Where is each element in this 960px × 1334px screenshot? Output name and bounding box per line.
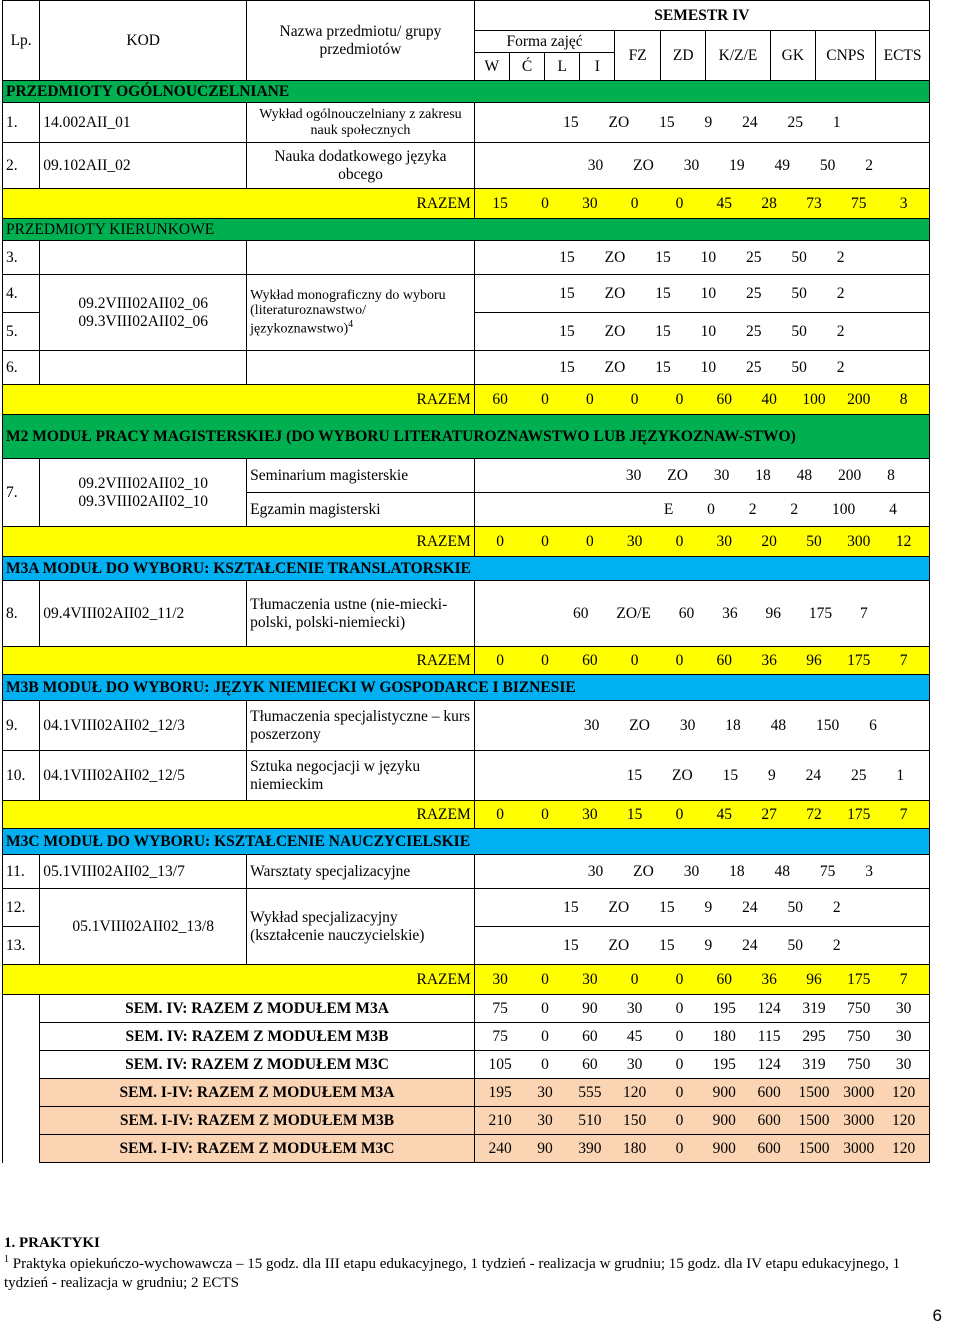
razem-value: 100 <box>802 390 826 408</box>
razem-value: 30 <box>716 532 733 550</box>
totals-label: SEM. IV: RAZEM Z MODUŁEM M3B <box>40 1023 475 1051</box>
totals-label: SEM. I-IV: RAZEM Z MODUŁEM M3A <box>40 1079 475 1107</box>
totals-value: 30 <box>626 999 643 1017</box>
razem-value: 7 <box>899 651 908 669</box>
row-kod: 09.102AII_02 <box>40 143 247 189</box>
razem-value: 36 <box>761 970 777 988</box>
razem-value: 0 <box>630 970 639 988</box>
row-lp: 9. <box>3 701 40 751</box>
footer-praktyki: 1. PRAKTYKI <box>4 1235 100 1251</box>
razem-value: 60 <box>716 390 733 408</box>
section-m3b: M3B MODUŁ DO WYBORU: JĘZYK NIEMIECKI W GOSPODARCE I BIZNESIE <box>3 675 930 701</box>
razem-value: 0 <box>675 805 684 823</box>
razem-value: 96 <box>806 970 822 988</box>
totals-value: 30 <box>895 999 912 1017</box>
row-name: Wykład monograficzny do wyboru (literaturoznawstwo/ językoznawstwo)$^4$ <box>247 275 475 351</box>
totals-section <box>3 995 930 1163</box>
razem-value: 15 <box>492 194 508 212</box>
row-lp: 13. <box>3 927 40 965</box>
row-name: Egzamin magisterski <box>247 493 475 527</box>
row-lp: 5. <box>3 313 40 351</box>
totals-value: 120 <box>891 1111 916 1129</box>
totals-value: 30 <box>626 1055 643 1073</box>
totals-label: SEM. I-IV: RAZEM Z MODUŁEM M3C <box>40 1135 475 1163</box>
totals-value: 150 <box>623 1111 647 1129</box>
row-name: Tłumaczenia specjalistyczne – kurs poszerzony <box>247 701 475 751</box>
razem-value: 30 <box>492 970 508 988</box>
razem-label: RAZEM <box>3 647 475 675</box>
razem-value: 175 <box>847 805 871 823</box>
totals-value: 210 <box>488 1111 512 1129</box>
razem-value: 0 <box>630 194 639 212</box>
totals-value: 180 <box>712 1027 736 1045</box>
razem-value: 0 <box>496 532 505 550</box>
razem-value: 0 <box>675 390 684 408</box>
row-lp: 8. <box>3 581 40 647</box>
row-kod: 09.4VIII02AII02_11/2 <box>40 581 247 647</box>
razem-value: 30 <box>626 532 643 550</box>
row-name: Sztuka negocjacji w języku niemieckim <box>247 751 475 801</box>
row-values: 60 ZO/E 60 36 96 175 7 <box>474 581 929 647</box>
row-values: 15 ZO 15 9 24 25 1 <box>474 751 929 801</box>
totals-value: 30 <box>895 1027 912 1045</box>
header-l: L <box>545 53 580 81</box>
totals-value: 900 <box>712 1139 736 1157</box>
razem-ogolne-values <box>474 189 929 219</box>
razem-value: 7 <box>899 805 908 823</box>
totals-value: 0 <box>675 1027 684 1045</box>
row-values: 15 ZO 15 9 24 25 1 <box>474 103 929 143</box>
header-kze: K/Z/E <box>706 31 770 81</box>
razem-value: 3 <box>899 194 908 212</box>
row-values: 15 ZO 15 10 25 50 2 <box>474 241 929 275</box>
totals-value: 75 <box>492 1027 508 1045</box>
razem-value: 0 <box>675 532 684 550</box>
row-values: 30 ZO 30 19 49 50 2 <box>474 143 929 189</box>
totals-value: 115 <box>757 1027 781 1045</box>
razem-value: 60 <box>492 390 508 408</box>
totals-value: 60 <box>582 1027 598 1045</box>
totals-value: 3000 <box>843 1111 875 1129</box>
row-name: Nauka dodatkowego języka obcego <box>247 143 475 189</box>
totals-values <box>474 1051 929 1079</box>
razem-value: 27 <box>761 805 777 823</box>
header-c: Ć <box>509 53 544 81</box>
totals-row <box>3 1079 930 1107</box>
totals-value: 900 <box>712 1111 736 1129</box>
razem-value: 0 <box>541 194 549 212</box>
razem-value: 0 <box>585 532 594 550</box>
razem-value: 15 <box>626 805 643 823</box>
totals-value: 600 <box>757 1111 781 1129</box>
row-lp: 3. <box>3 241 40 275</box>
row-lp: 10. <box>3 751 40 801</box>
razem-value: 45 <box>716 805 733 823</box>
section-ogolnouczelniane: PRZEDMIOTY OGÓLNOUCZELNIANE <box>3 81 930 103</box>
totals-values <box>474 1135 929 1163</box>
razem-value: 0 <box>541 532 549 550</box>
totals-value: 75 <box>492 999 508 1017</box>
totals-row <box>3 1023 930 1051</box>
section-m2: M2 MODUŁ PRACY MAGISTERSKIEJ (DO WYBORU LITERATUROZNAWSTWO LUB JĘZYKOZNAW-STWO) <box>3 415 930 459</box>
header-forma: Forma zajęć <box>474 31 615 53</box>
totals-label: SEM. IV: RAZEM Z MODUŁEM M3C <box>40 1051 475 1079</box>
row-values: 15 ZO 15 9 24 50 2 <box>474 889 929 927</box>
totals-value: 195 <box>488 1083 512 1101</box>
totals-value: 0 <box>541 1027 549 1045</box>
totals-value: 319 <box>802 1055 826 1073</box>
row-values: 15 ZO 15 9 24 50 2 <box>474 927 929 965</box>
totals-value: 3000 <box>843 1139 875 1157</box>
razem-value: 50 <box>806 532 822 550</box>
razem-value: 36 <box>761 651 777 669</box>
razem-kierunkowe-values <box>474 385 929 415</box>
totals-row <box>3 995 930 1023</box>
row-values: 30 ZO 30 18 48 150 6 <box>474 701 929 751</box>
razem-value: 7 <box>899 970 908 988</box>
totals-value: 1500 <box>798 1083 830 1101</box>
totals-value: 120 <box>891 1139 916 1157</box>
header-ects: ECTS <box>876 31 930 81</box>
header-semester: SEMESTR IV <box>474 1 929 31</box>
totals-row <box>3 1051 930 1079</box>
razem-value: 0 <box>630 390 639 408</box>
totals-value: 1500 <box>798 1139 830 1157</box>
totals-label: SEM. I-IV: RAZEM Z MODUŁEM M3B <box>40 1107 475 1135</box>
totals-value: 0 <box>675 1083 684 1101</box>
totals-value: 0 <box>675 1111 684 1129</box>
totals-value: 90 <box>582 999 598 1017</box>
razem-value: 175 <box>847 970 871 988</box>
totals-value: 90 <box>537 1139 553 1157</box>
row-name: Wykład ogólnouczelniany z zakresu nauk społecznych <box>247 103 475 143</box>
row-kod: 05.1VIII02AII02_13/8 <box>40 889 247 965</box>
row-values: 15 ZO 15 10 25 50 2 <box>474 351 929 385</box>
totals-value: 45 <box>626 1027 643 1045</box>
razem-value: 0 <box>675 651 684 669</box>
footer-note: $^1$ Praktyka opiekuńczo-wychowawcza – 15 godz. dla III etapu edukacyjnego, 1 tydzień - realizacja w grudniu; 15 godz. dla IV etapu edukacyjnego, 1 tydzień - realizacja w grudniu; 2 ECTS <box>4 1254 901 1291</box>
row-name: Tłumaczenia ustne (nie-miecki-polski, polski-niemiecki) <box>247 581 475 647</box>
totals-value: 319 <box>802 999 826 1017</box>
totals-value: 0 <box>541 1055 549 1073</box>
row-kod: 04.1VIII02AII02_12/3 <box>40 701 247 751</box>
razem-label: RAZEM <box>3 801 475 829</box>
razem-value: 0 <box>585 390 594 408</box>
totals-value: 750 <box>847 999 871 1017</box>
row-kod: 14.002AII_01 <box>40 103 247 143</box>
totals-value: 3000 <box>843 1083 875 1101</box>
row-lp: 1. <box>3 103 40 143</box>
totals-values <box>474 995 929 1023</box>
totals-value: 750 <box>847 1027 871 1045</box>
razem-m3c-values <box>474 965 929 995</box>
totals-value: 240 <box>488 1139 512 1157</box>
razem-value: 28 <box>761 194 777 212</box>
row-name: Warsztaty specjalizacyjne <box>247 855 475 889</box>
totals-row <box>3 1135 930 1163</box>
razem-label: RAZEM <box>3 527 475 557</box>
razem-value: 0 <box>541 390 549 408</box>
row-lp: 4. <box>3 275 40 313</box>
totals-value: 120 <box>891 1083 916 1101</box>
totals-values <box>474 1107 929 1135</box>
totals-value: 0 <box>675 999 684 1017</box>
totals-value: 600 <box>757 1139 781 1157</box>
header-name: Nazwa przedmiotu/ grupy przedmiotów <box>247 1 475 81</box>
razem-value: 12 <box>895 532 912 550</box>
totals-values <box>474 1023 929 1051</box>
totals-value: 0 <box>675 1139 684 1157</box>
razem-value: 30 <box>582 805 598 823</box>
razem-value: 40 <box>761 390 777 408</box>
razem-value: 300 <box>847 532 871 550</box>
totals-value: 180 <box>623 1139 647 1157</box>
totals-values <box>474 1079 929 1107</box>
razem-value: 60 <box>582 651 598 669</box>
totals-value: 124 <box>757 999 781 1017</box>
header-w: W <box>474 53 509 81</box>
row-kod: 09.2VIII02AII02_06 09.3VIII02AII02_06 <box>40 275 247 351</box>
razem-value: 0 <box>675 970 684 988</box>
totals-value: 195 <box>712 1055 736 1073</box>
row-values: 30 ZO 30 18 48 200 8 <box>474 459 929 493</box>
totals-label: SEM. IV: RAZEM Z MODUŁEM M3A <box>40 995 475 1023</box>
razem-label: RAZEM <box>3 385 475 415</box>
razem-value: 200 <box>847 390 871 408</box>
totals-value: 900 <box>712 1083 736 1101</box>
totals-value: 105 <box>488 1055 512 1073</box>
razem-value: 60 <box>716 651 733 669</box>
razem-value: 20 <box>761 532 777 550</box>
row-kod: 05.1VIII02AII02_13/7 <box>40 855 247 889</box>
section-m3a: M3A MODUŁ DO WYBORU: KSZTAŁCENIE TRANSLATORSKIE <box>3 557 930 581</box>
totals-value: 0 <box>541 999 549 1017</box>
header-i: I <box>580 53 615 81</box>
razem-value: 0 <box>630 651 639 669</box>
razem-value: 0 <box>496 805 505 823</box>
totals-value: 555 <box>578 1083 602 1101</box>
totals-value: 390 <box>578 1139 602 1157</box>
totals-row <box>3 1107 930 1135</box>
razem-value: 0 <box>541 970 549 988</box>
row-lp: 6. <box>3 351 40 385</box>
section-kierunkowe: PRZEDMIOTY KIERUNKOWE <box>3 219 930 241</box>
header-fz: FZ <box>615 31 661 81</box>
header-lp: Lp. <box>3 1 40 81</box>
totals-value: 30 <box>895 1055 912 1073</box>
row-lp: 2. <box>3 143 40 189</box>
razem-value: 72 <box>806 805 822 823</box>
totals-value: 1500 <box>798 1111 830 1129</box>
razem-value: 73 <box>806 194 822 212</box>
row-values: E 0 2 2 100 4 <box>474 493 929 527</box>
razem-value: 30 <box>582 970 598 988</box>
totals-value: 510 <box>578 1111 602 1129</box>
row-kod: 04.1VIII02AII02_12/5 <box>40 751 247 801</box>
razem-value: 0 <box>675 194 684 212</box>
row-kod: 09.2VIII02AII02_10 09.3VIII02AII02_10 <box>40 459 247 527</box>
razem-value: 45 <box>716 194 733 212</box>
totals-value: 124 <box>757 1055 781 1073</box>
row-values: 30 ZO 30 18 48 75 3 <box>474 855 929 889</box>
totals-value: 0 <box>675 1055 684 1073</box>
razem-value: 60 <box>716 970 733 988</box>
razem-value: 8 <box>899 390 908 408</box>
totals-value: 60 <box>582 1055 598 1073</box>
razem-value: 175 <box>847 651 871 669</box>
totals-value: 750 <box>847 1055 871 1073</box>
razem-value: 75 <box>851 194 867 212</box>
section-m3c: M3C MODUŁ DO WYBORU: KSZTAŁCENIE NAUCZYCIELSKIE <box>3 829 930 855</box>
row-lp: 11. <box>3 855 40 889</box>
razem-m3a-values <box>474 647 929 675</box>
totals-value: 30 <box>537 1083 553 1101</box>
row-lp: 7. <box>3 459 40 527</box>
page-number: 6 <box>932 1306 942 1325</box>
razem-value: 0 <box>541 651 549 669</box>
header-gk: GK <box>770 31 816 81</box>
razem-value: 0 <box>541 805 549 823</box>
razem-value: 96 <box>806 651 822 669</box>
razem-value: 30 <box>582 194 598 212</box>
curriculum-table <box>2 0 930 1163</box>
totals-value: 295 <box>802 1027 826 1045</box>
totals-value: 30 <box>537 1111 553 1129</box>
razem-m2-values <box>474 527 929 557</box>
row-values: 15 ZO 15 10 25 50 2 <box>474 313 929 351</box>
razem-value: 0 <box>496 651 505 669</box>
razem-label: RAZEM <box>3 189 475 219</box>
totals-value: 195 <box>712 999 736 1017</box>
row-name: Seminarium magisterskie <box>247 459 475 493</box>
row-name: Wykład specjalizacyjny (kształcenie nauczycielskie) <box>247 889 475 965</box>
header-kod: KOD <box>40 1 247 81</box>
totals-value: 600 <box>757 1083 781 1101</box>
row-lp: 12. <box>3 889 40 927</box>
header-cnps: CNPS <box>816 31 876 81</box>
razem-label: RAZEM <box>3 965 475 995</box>
totals-value: 120 <box>623 1083 647 1101</box>
razem-m3b-values <box>474 801 929 829</box>
row-values: 15 ZO 15 10 25 50 2 <box>474 275 929 313</box>
header-zd: ZD <box>660 31 706 81</box>
